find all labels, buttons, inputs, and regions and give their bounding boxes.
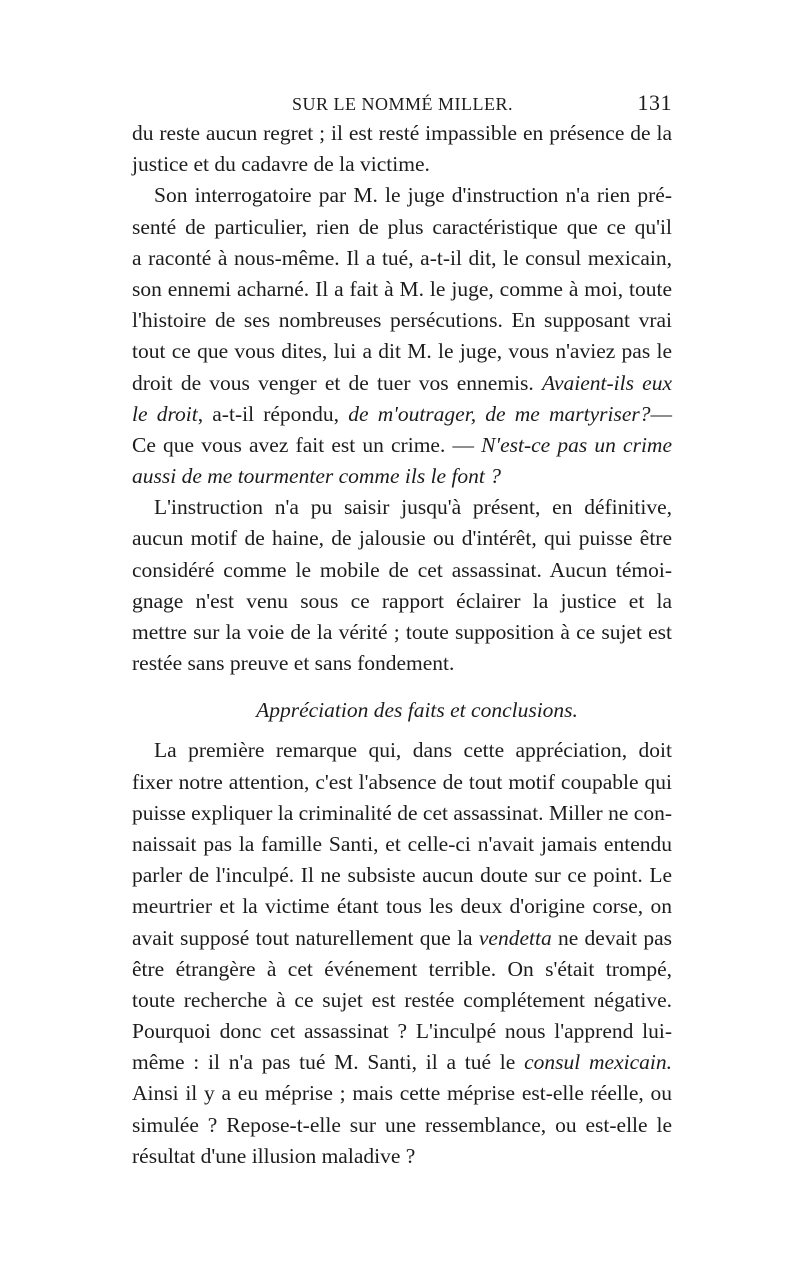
book-page bbox=[132, 88, 672, 1172]
text-line: parler de l'inculpé. Il ne subsiste aucun doute sur ce point. Le bbox=[132, 863, 672, 888]
text-run: Ce que vous avez fait est un crime. — bbox=[132, 432, 482, 457]
paragraph-1 bbox=[132, 118, 672, 180]
italic-run: consul mexicain. bbox=[524, 1050, 672, 1075]
text-line: gnage n'est venu sous ce rapport éclairer la justice et la bbox=[132, 588, 672, 613]
text-line: l'histoire de ses nombreuses persécutions. En supposant vrai bbox=[132, 308, 672, 333]
text-line: mettre sur la voie de la vérité ; toute supposition à ce sujet est bbox=[132, 620, 672, 644]
paragraph-3 bbox=[132, 492, 672, 679]
text-line: restée sans preuve et sans fondement. bbox=[132, 651, 455, 676]
text-line: puisse expliquer la criminalité de cet assassinat. Miller ne con- bbox=[132, 800, 672, 825]
text-line: du reste aucun regret ; il est resté impassible en présence de la bbox=[132, 121, 672, 145]
italic-run: vendetta bbox=[478, 925, 552, 950]
text-line bbox=[132, 1047, 672, 1078]
text-line: Ainsi il y a eu méprise ; mais cette méprise est-elle réelle, ou bbox=[132, 1081, 672, 1106]
italic-run: de m'outrager, de me martyriser? bbox=[348, 401, 651, 426]
text-line bbox=[132, 368, 672, 399]
text-line: être étrangère à cet événement terrible. On s'était trompé, bbox=[132, 956, 672, 981]
text-run: avait supposé tout naturellement que la bbox=[132, 925, 479, 950]
text-line bbox=[132, 461, 672, 492]
text-run: droit de vous venger et de tuer vos ennemis. bbox=[132, 370, 542, 395]
section-title: Appréciation des faits et conclusions. bbox=[256, 698, 578, 723]
text-line: simulée ? Repose-t-elle sur une ressemblance, ou est-elle le bbox=[132, 1112, 672, 1137]
italic-run: Avaient-ils eux bbox=[542, 370, 672, 395]
text-line: résultat d'une illusion maladive ? bbox=[132, 1143, 416, 1168]
text-line: fixer notre attention, c'est l'absence de tout motif coupable qui bbox=[132, 769, 672, 794]
text-line: justice et du cadavre de la victime. bbox=[132, 152, 430, 177]
text-line: Son interrogatoire par M. le juge d'instruction n'a rien pré- bbox=[154, 183, 672, 208]
italic-run: aussi de me tourmenter comme ils le font ? bbox=[132, 464, 502, 489]
italic-run: N'est-ce pas un crime bbox=[481, 432, 672, 457]
text-line: Pourquoi donc cet assassinat ? L'inculpé nous l'apprend lui- bbox=[132, 1019, 672, 1044]
running-title: SUR LE NOMMÉ MILLER. bbox=[292, 94, 513, 114]
text-line: considéré comme le mobile de cet assassinat. Aucun témoi- bbox=[132, 557, 672, 582]
text-line: L'instruction n'a pu saisir jusqu'à présent, en définitive, bbox=[154, 495, 672, 520]
running-head bbox=[132, 88, 672, 118]
text-line: meurtrier et la victime étant tous les deux d'origine corse, on bbox=[132, 894, 672, 919]
text-line bbox=[132, 399, 672, 430]
text-line: La première remarque qui, dans cette appréciation, doit bbox=[154, 738, 672, 763]
text-line: tout ce que vous dites, lui a dit M. le juge, vous n'aviez pas le bbox=[132, 339, 672, 364]
page-number: 131 bbox=[637, 90, 672, 115]
paragraph-4 bbox=[132, 735, 672, 1172]
text-line: son ennemi acharné. Il a fait à M. le juge, comme à moi, toute bbox=[132, 276, 672, 301]
italic-run: le droit bbox=[132, 401, 198, 426]
text-line: naissait pas la famille Santi, et celle-ci n'avait jamais entendu bbox=[132, 831, 672, 856]
text-line: toute recherche à ce sujet est restée complétement négative. bbox=[132, 987, 672, 1012]
text-line bbox=[132, 430, 672, 461]
text-run: même : il n'a pas tué M. Santi, il a tué le bbox=[132, 1050, 525, 1075]
text-run: ne devait pas bbox=[551, 925, 672, 950]
text-line: aucun motif de haine, de jalousie ou d'intérêt, qui puisse être bbox=[132, 526, 672, 551]
text-line: senté de particulier, rien de plus caractéristique que ce qu'il bbox=[132, 214, 672, 239]
text-line bbox=[132, 923, 672, 954]
paragraph-2 bbox=[132, 180, 672, 492]
text-run: , a-t-il répondu, bbox=[197, 401, 349, 426]
text-run: — bbox=[650, 401, 672, 426]
text-line: a raconté à nous-même. Il a tué, a-t-il dit, le consul mexicain, bbox=[132, 245, 672, 270]
